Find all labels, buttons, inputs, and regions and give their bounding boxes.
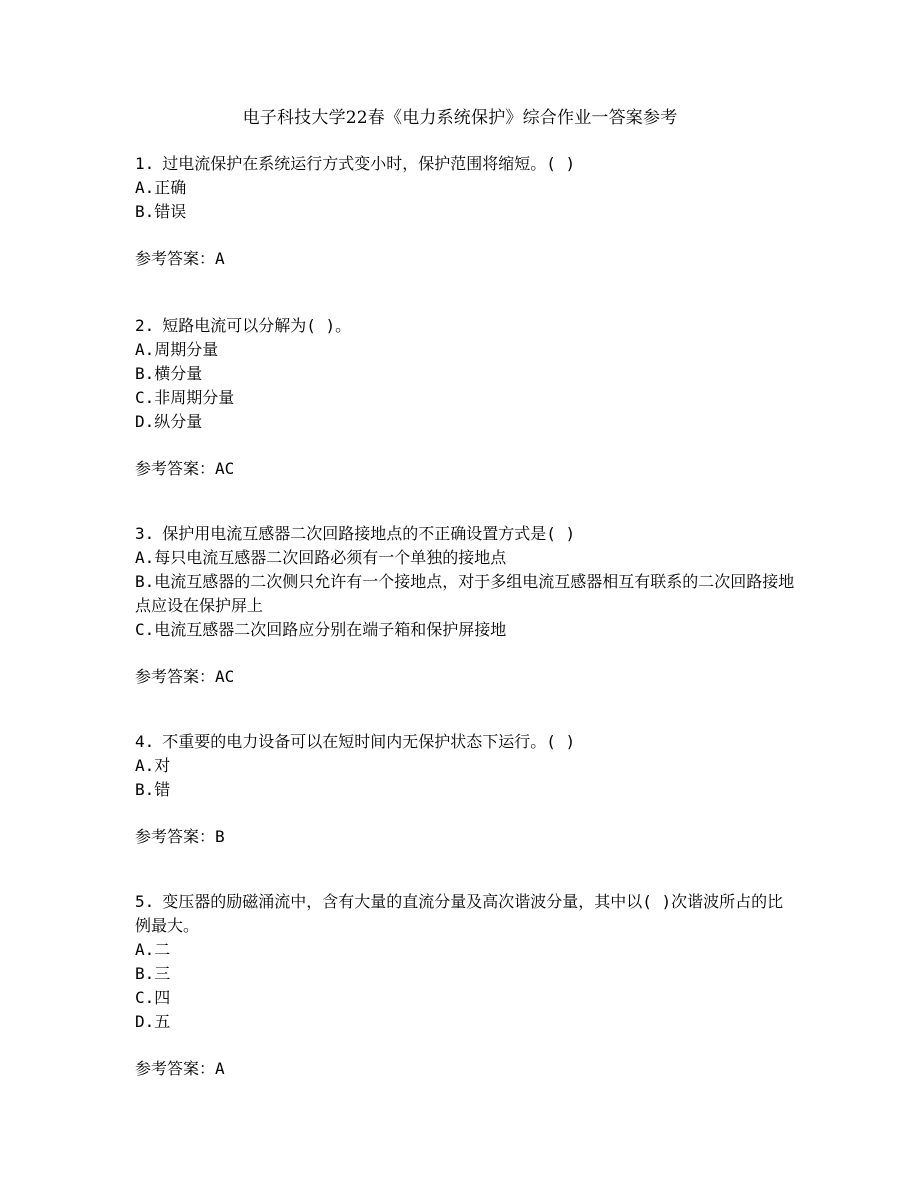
question-number: 4. [135,732,155,751]
answer-option: B.三 [135,964,171,983]
reference-answer: 参考答案：AC [135,667,235,686]
question-block [135,522,795,689]
question-text [135,730,795,754]
question-text [135,314,795,338]
answer-option: A.正确 [135,178,187,197]
question-text [135,152,795,176]
question-number: 5. [135,892,155,911]
answer-option: A.周期分量 [135,340,219,359]
answer-option: A.二 [135,940,171,959]
answer-option: B.横分量 [135,364,203,383]
answer-option: B.错误 [135,202,187,221]
reference-answer: 参考答案：B [135,827,225,846]
answer-option: B.电流互感器的二次侧只允许有一个接地点，对于多组电流互感器相互有联系的二次回路接地点应设在保护屏上 [135,572,795,615]
answer-option: D.五 [135,1012,171,1031]
answer-option: D.纵分量 [135,412,203,431]
reference-answer: 参考答案：A [135,249,225,268]
question-stem: 短路电流可以分解为( )。 [162,316,352,335]
question-number: 3. [135,524,155,543]
question-block [135,730,795,849]
question-stem: 保护用电流互感器二次回路接地点的不正确设置方式是( ) [162,524,576,543]
question-number: 1. [135,154,155,173]
reference-answer: 参考答案：AC [135,459,235,478]
question-stem: 变压器的励磁涌流中，含有大量的直流分量及高次谐波分量，其中以( )次谐波所占的比例最大。 [135,892,784,935]
question-text [135,522,795,546]
answer-option: A.每只电流互感器二次回路必须有一个单独的接地点 [135,548,507,567]
question-block [135,314,795,481]
answer-option: C.非周期分量 [135,388,235,407]
question-block [135,890,795,1081]
question-number: 2. [135,316,155,335]
question-block [135,152,795,271]
reference-answer: 参考答案：A [135,1059,225,1078]
document-title: 电子科技大学22春《电力系统保护》综合作业一答案参考 [242,108,678,128]
answer-option: A.对 [135,756,171,775]
answer-option: C.电流互感器二次回路应分别在端子箱和保护屏接地 [135,620,507,639]
question-stem: 不重要的电力设备可以在短时间内无保护状态下运行。( ) [162,732,576,751]
answer-option: C.四 [135,988,171,1007]
question-text [135,890,795,938]
answer-option: B.错 [135,780,171,799]
question-stem: 过电流保护在系统运行方式变小时，保护范围将缩短。( ) [162,154,576,173]
